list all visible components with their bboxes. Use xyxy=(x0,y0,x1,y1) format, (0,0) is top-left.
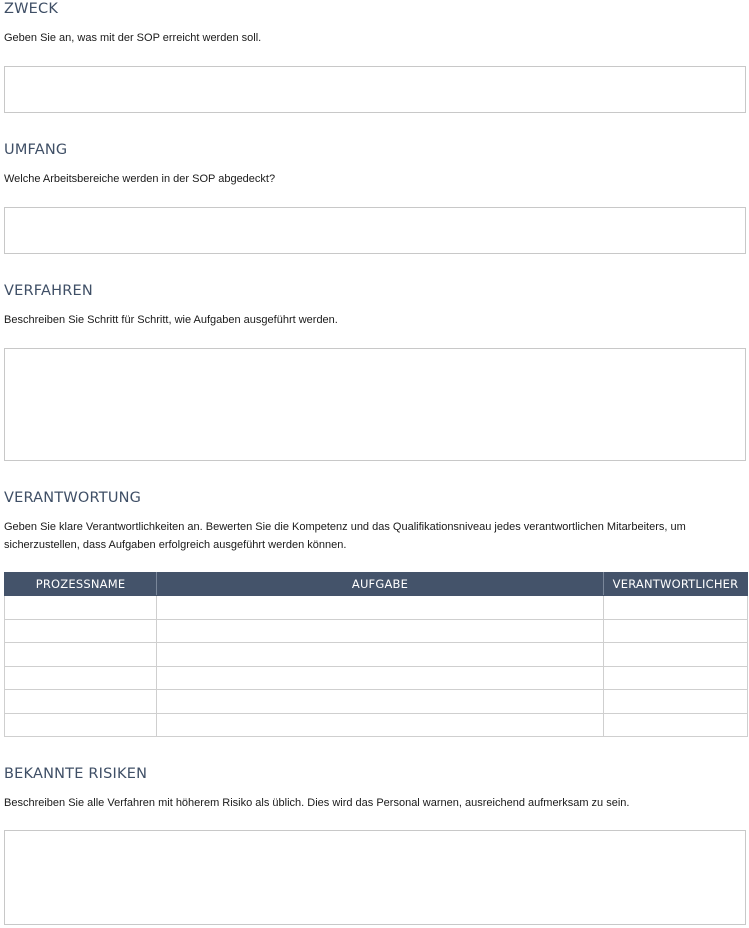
cell-verantwortlicher[interactable] xyxy=(604,619,748,643)
table-row xyxy=(5,690,748,714)
cell-prozessname[interactable] xyxy=(5,666,157,690)
table-row xyxy=(5,713,748,737)
risiken-text-field[interactable] xyxy=(4,830,746,925)
verfahren-text-field[interactable] xyxy=(4,348,746,461)
cell-prozessname[interactable] xyxy=(5,690,157,714)
cell-prozessname[interactable] xyxy=(5,619,157,643)
section-title-risiken: BEKANNTE RISIKEN xyxy=(4,766,148,782)
table-row xyxy=(5,666,748,690)
cell-verantwortlicher[interactable] xyxy=(604,666,748,690)
cell-verantwortlicher[interactable] xyxy=(604,713,748,737)
column-header-aufgabe: AUFGABE xyxy=(157,573,604,596)
section-title-verfahren: VERFAHREN xyxy=(4,283,93,299)
column-header-verantwortlicher: VERANTWORTLICHER xyxy=(604,573,748,596)
section-description-umfang: Welche Arbeitsbereiche werden in der SOP abgedeckt? xyxy=(4,173,276,185)
cell-aufgabe[interactable] xyxy=(157,619,604,643)
umfang-text-field[interactable] xyxy=(4,207,746,254)
cell-verantwortlicher[interactable] xyxy=(604,643,748,667)
table-row xyxy=(5,643,748,667)
section-description-verantwortung: Geben Sie klare Verantwortlichkeiten an. Bewerten Sie die Kompetenz und das Qualifikationsniveau jedes verantwortlichen Mitarbeiters, um sicherzustellen, dass Aufgaben erfolgreich ausgeführt werden können. xyxy=(4,521,686,551)
cell-verantwortlicher[interactable] xyxy=(604,690,748,714)
table-row xyxy=(5,619,748,643)
cell-prozessname[interactable] xyxy=(5,643,157,667)
column-header-prozessname: PROZESSNAME xyxy=(5,573,157,596)
table-header-row xyxy=(5,573,748,596)
section-title-verantwortung: VERANTWORTUNG xyxy=(4,490,142,506)
cell-aufgabe[interactable] xyxy=(157,666,604,690)
cell-aufgabe[interactable] xyxy=(157,690,604,714)
section-title-umfang: UMFANG xyxy=(4,142,68,158)
section-title-zweck: ZWECK xyxy=(4,1,59,17)
cell-verantwortlicher[interactable] xyxy=(604,596,748,620)
section-description-verfahren: Beschreiben Sie Schritt für Schritt, wie Aufgaben ausgeführt werden. xyxy=(4,314,338,326)
cell-prozessname[interactable] xyxy=(5,713,157,737)
table-row xyxy=(5,596,748,620)
cell-aufgabe[interactable] xyxy=(157,713,604,737)
cell-aufgabe[interactable] xyxy=(157,643,604,667)
zweck-text-field[interactable] xyxy=(4,66,746,113)
section-description-risiken: Beschreiben Sie alle Verfahren mit höherem Risiko als üblich. Dies wird das Personal warnen, ausreichend aufmerksam zu sein. xyxy=(4,797,630,809)
section-description-zweck: Geben Sie an, was mit der SOP erreicht werden soll. xyxy=(4,32,262,44)
cell-aufgabe[interactable] xyxy=(157,596,604,620)
responsibility-table xyxy=(4,572,748,737)
cell-prozessname[interactable] xyxy=(5,596,157,620)
